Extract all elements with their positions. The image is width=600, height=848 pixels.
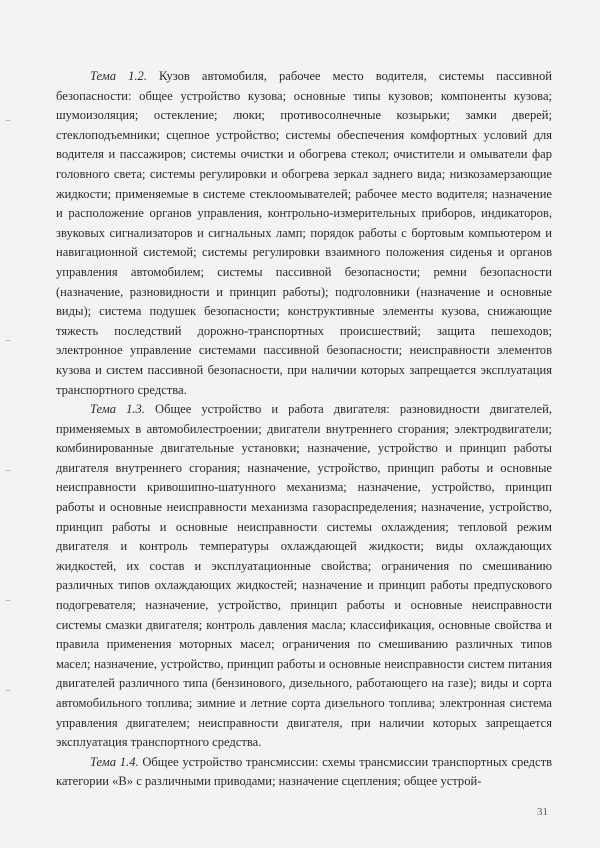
paragraph-text: Общее устройство трансмиссии: схемы трансмиссии транспортных средств категории «В» с различными приводами; назначение сцепления; общее устрой- xyxy=(56,754,552,789)
binding-mark xyxy=(6,600,10,601)
topic-heading: Тема 1.3. xyxy=(90,402,145,417)
binding-mark xyxy=(6,470,10,471)
page-number: 31 xyxy=(537,806,548,818)
body-text xyxy=(56,67,552,792)
binding-mark xyxy=(6,340,10,341)
paragraph-topic-1-4 xyxy=(56,753,552,792)
binding-mark xyxy=(6,690,10,691)
paragraph-text: Общее устройство и работа двигателя: разновидности двигателей, применяемых в автомобилестроении; двигатели внутреннего сгорания; электродвигатели; комбинированные двигательные установки; назначение, устройство и принцип работы двигателя внутреннего сгорания; назначение, устройство, принцип работы и основные неисправности кривошипно-шатунного механизма; назначение, устройство, принцип работы и основные неисправности механизма газораспределения; назначение, устройство, принцип работы и основные неисправности системы охлаждения; тепловой режим двигателя и контроль температуры охлаждающей жидкости; виды охлаждающих жидкостей, их состав и эксплуатационные свойства; ограничения по смешиванию различных типов охлаждающих жидкостей; назначение и принцип работы предпускового подогревателя; назначение, устройство, принцип работы и основные неисправности системы смазки двигателя; контроль давления масла; классификация, основные свойства и правила применения моторных масел; ограничения по смешиванию различных типов масел; назначение, устройство, принцип работы и основные неисправности систем питания двигателей различного типа (бензинового, дизельного, работающего на газе); виды и сорта автомобильного топлива; зимние и летние сорта дизельного топлива; электронная система управления двигателем; неисправности двигателя, при наличии которых запрещается эксплуатация транспортного средства. xyxy=(56,402,552,750)
paragraph-topic-1-2 xyxy=(56,67,552,400)
paragraph-topic-1-3 xyxy=(56,400,552,753)
binding-mark xyxy=(6,120,10,121)
paragraph-text: Кузов автомобиля, рабочее место водителя, системы пассивной безопасности: общее устройство кузова; основные типы кузовов; компоненты кузова; шумоизоляция; остекление; люки; противосолнечные козырьки; замки дверей; стеклоподъемники; сцепное устройство; системы обеспечения комфортных условий для водителя и пассажиров; системы очистки и обогрева стекол; очистители и омыватели фар головного света; системы регулировки и обогрева зеркал заднего вида; низкозамерзающие жидкости; применяемые в системе стеклоомывателей; рабочее место водителя; назначение и расположение органов управления, контрольно-измерительных приборов, индикаторов, звуковых сигнализаторов и сигнальных ламп; порядок работы с бортовым компьютером и навигационной системой; системы регулировки взаимного положения сиденья и органов управления автомобилем; системы пассивной безопасности; ремни безопасности (назначение, разновидности и принцип работы); подголовники (назначение и основные виды); система подушек безопасности; конструктивные элементы кузова, снижающие тяжесть последствий дорожно-транспортных происшествий; защита пешеходов; электронное управление системами пассивной безопасности; неисправности элементов кузова и систем пассивной безопасности, при наличии которых запрещается эксплуатация транспортного средства. xyxy=(56,69,552,397)
topic-heading: Тема 1.2. xyxy=(90,69,147,83)
topic-heading: Тема 1.4. xyxy=(90,754,139,769)
